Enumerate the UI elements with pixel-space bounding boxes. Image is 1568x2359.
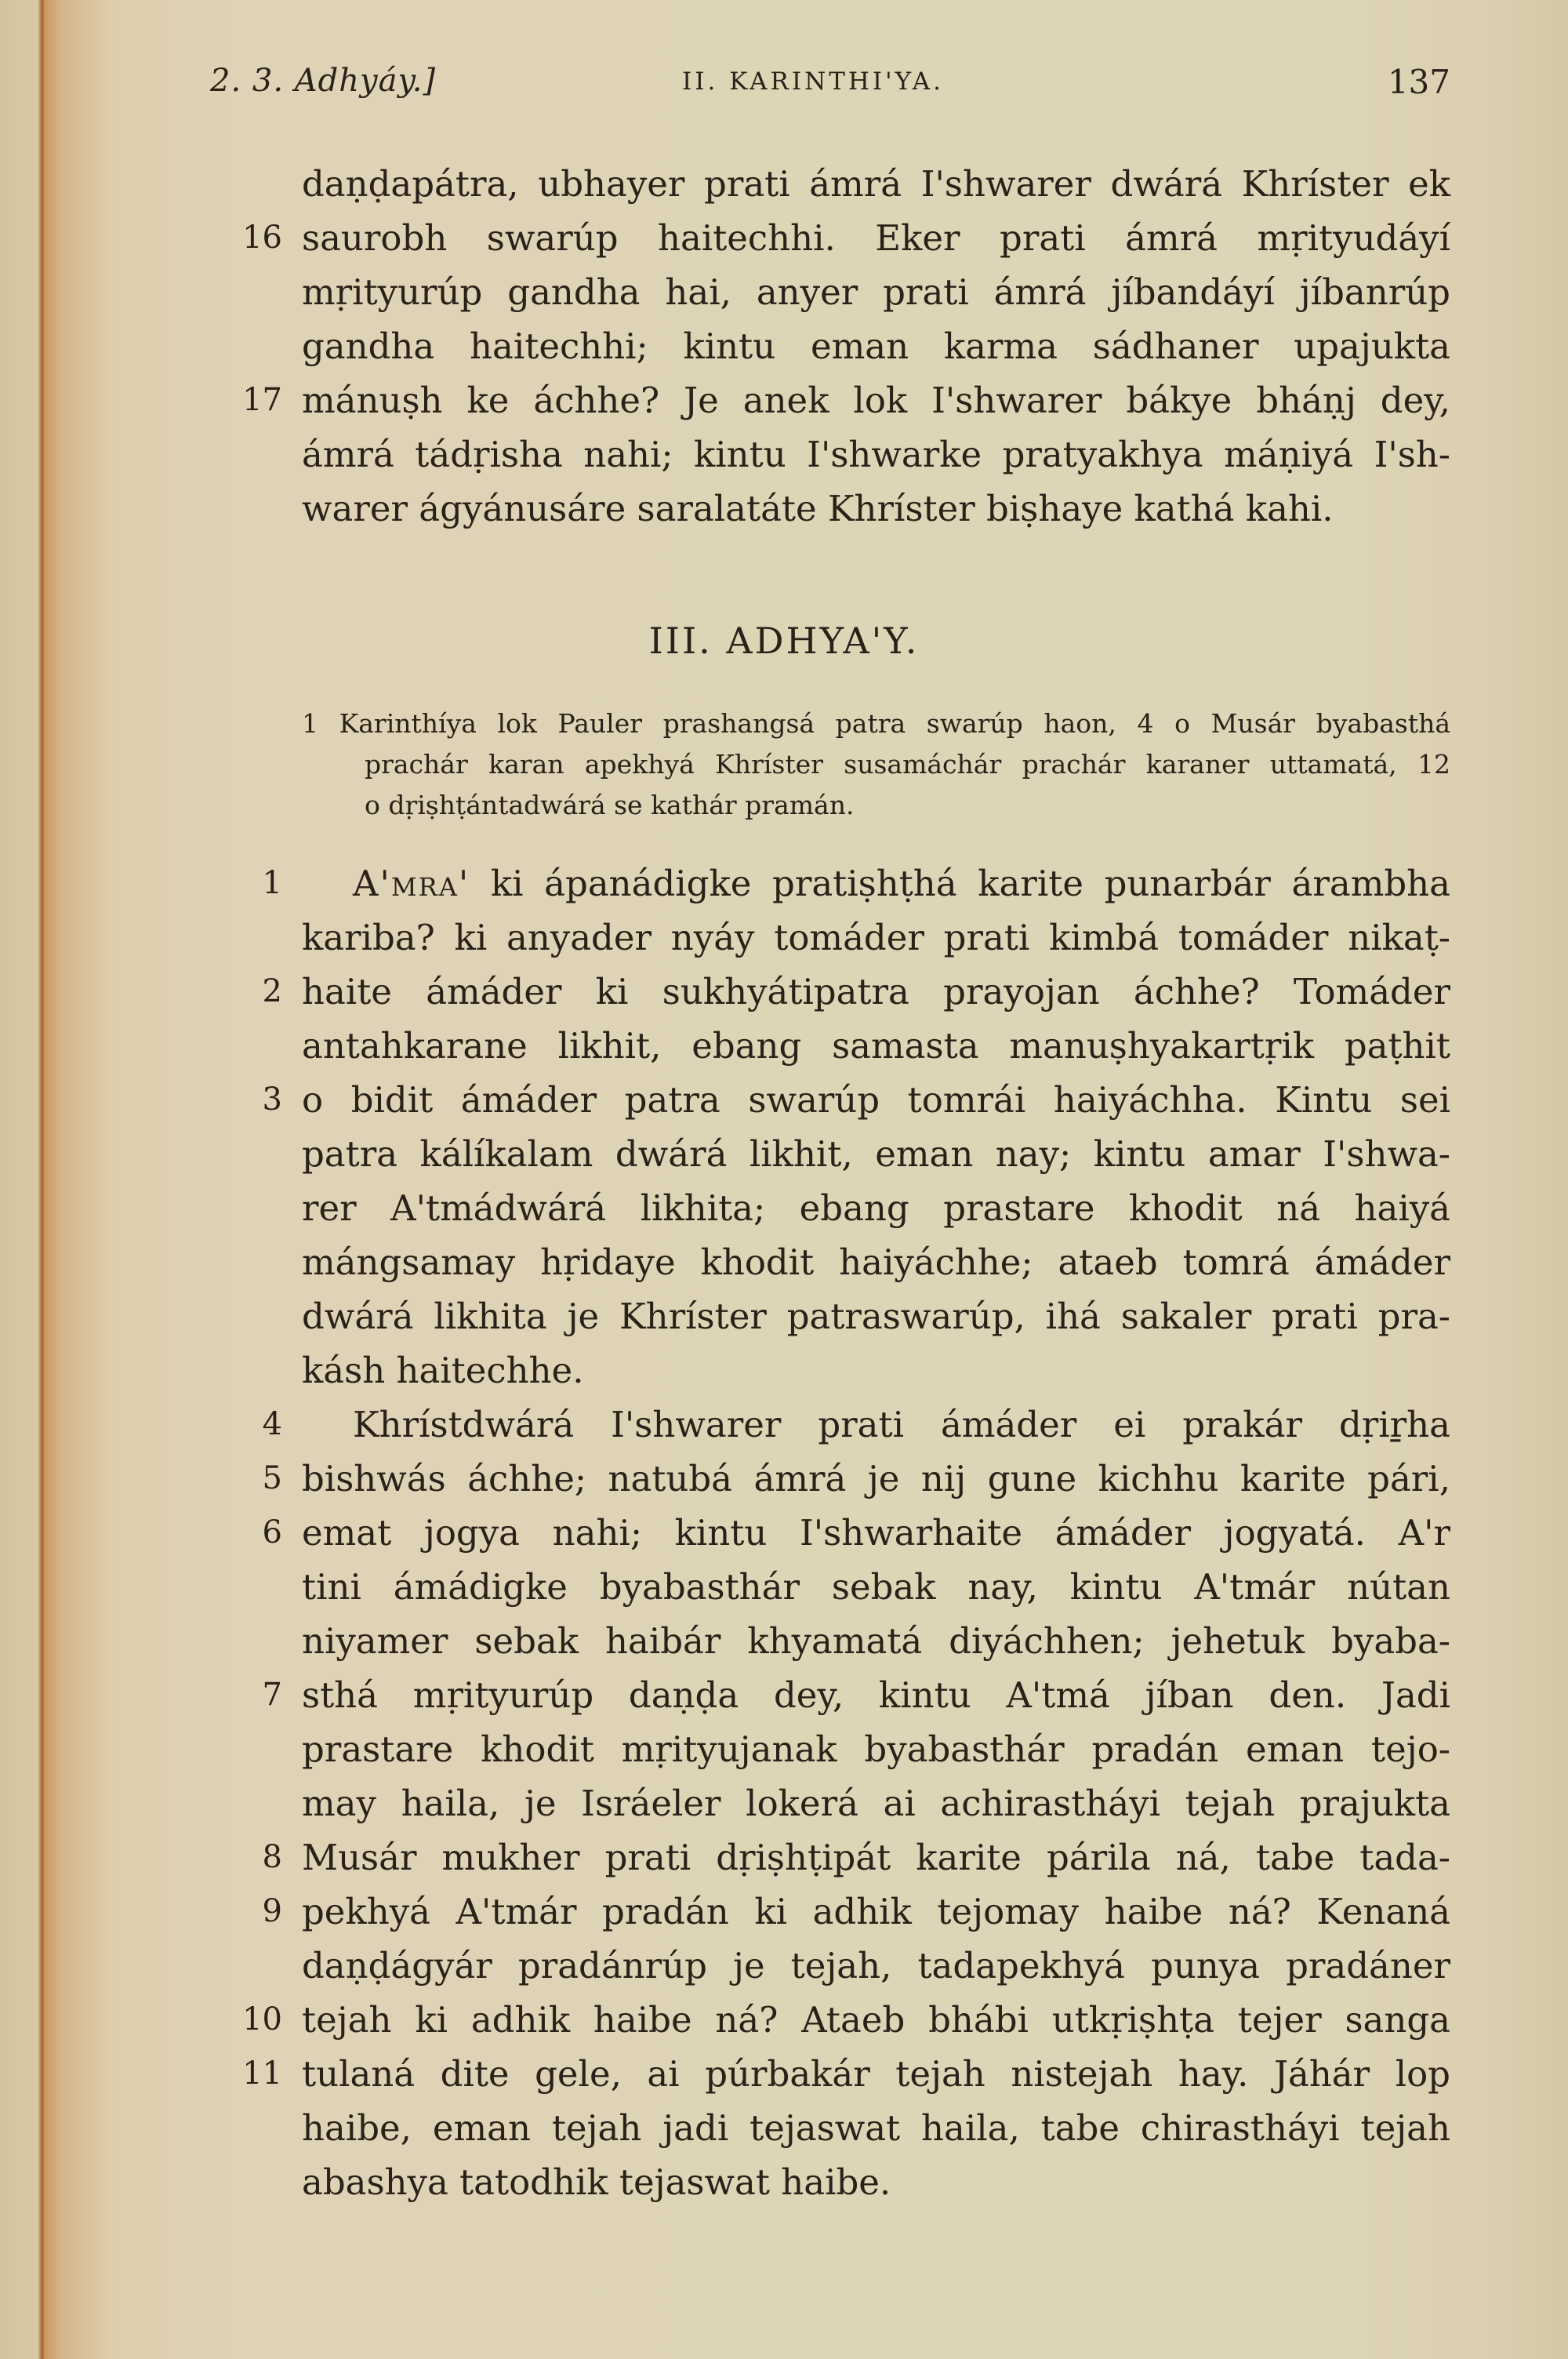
line-text: daṇḍágyár pradánrúp je tejah, tadapekhyá punya pradáner	[302, 1945, 1450, 1986]
line-text: mángsamay hṛidaye khodit haiyáchhe; ataeb tomrá ámáder	[302, 1241, 1450, 1283]
text-line	[0, 319, 1568, 373]
line-text: dwárá likhita je Khríster patraswarúp, ihá sakaler prati pra-	[302, 1296, 1450, 1337]
lead-word: A'mra'	[353, 863, 470, 904]
text-line	[0, 1993, 1568, 2047]
line-text: kariba? ki anyader nyáy tomáder prati kimbá tomáder nikaṭ-	[302, 917, 1450, 958]
line-text: Khrístdwárá I'shwarer prati ámáder ei prakár dṛiṟha	[353, 1404, 1450, 1445]
running-head-chapter-ref: 2. 3. Adhyáy.]	[210, 63, 437, 99]
text-line	[0, 1939, 1568, 1993]
text-line	[0, 1885, 1568, 1939]
text-line	[0, 965, 1568, 1019]
line-text: bishwás áchhe; natubá ámrá je nij gune kichhu karite pári,	[302, 1458, 1450, 1499]
line-text: mṛityurúp gandha hai, anyer prati ámrá jíbandáyí jíbanrúp	[302, 271, 1450, 313]
text-line	[0, 1235, 1568, 1289]
line-text: tejah ki adhik haibe ná? Ataeb bhábi utkṛiṣhṭa tejer sanga	[302, 1999, 1450, 2041]
text-line	[0, 856, 1568, 911]
line-text: antahkarane likhit, ebang samasta manuṣhyakartṛik paṭhit	[302, 1025, 1450, 1067]
text-line	[0, 1073, 1568, 1127]
verse-number: 11	[242, 2055, 282, 2092]
verse-number: 10	[242, 2001, 282, 2037]
line-text: niyamer sebak haibár khyamatá diyáchhen; jehetuk byaba-	[302, 1620, 1450, 1662]
verse-number: 17	[242, 382, 282, 418]
text-line	[0, 2101, 1568, 2155]
line-text: may haila, je Isráeler lokerá ai achirastháyi tejah prajukta	[302, 1783, 1450, 1824]
verse-number: 9	[262, 1893, 282, 1929]
verse-number: 5	[262, 1460, 282, 1496]
line-text: kásh haitechhe.	[302, 1350, 584, 1391]
line-text: gandha haitechhi; kintu eman karma sádhaner upajukta	[302, 325, 1450, 367]
text-line	[0, 427, 1568, 482]
text-line	[0, 1560, 1568, 1614]
summary-line: 1 Karinthíya lok Pauler prashangsá patra swarúp haon, 4 o Musár byabasthá	[302, 708, 1450, 739]
line-text: saurobh swarúp haitechhi. Eker prati ámrá mṛityudáyí	[302, 217, 1450, 259]
text-line	[0, 1343, 1568, 1398]
verse-number: 4	[262, 1406, 282, 1442]
summary-line: o dṛiṣhṭántadwárá se kathár pramán.	[365, 790, 855, 820]
text-line	[0, 1614, 1568, 1668]
verse-number: 1	[262, 865, 282, 901]
verse-number: 7	[262, 1677, 282, 1713]
line-text: mánuṣh ke áchhe? Je anek lok I'shwarer bákye bháṇj dey,	[302, 380, 1450, 421]
text-line	[0, 1289, 1568, 1343]
text-line	[0, 1722, 1568, 1776]
text-line	[0, 1830, 1568, 1885]
running-head-book-title: II. KARINTHI'YA.	[682, 67, 944, 96]
line-text-rest: ki ápanádigke pratiṣhṭhá karite punarbár árambha	[470, 863, 1450, 904]
summary-line: prachár karan apekhyá Khríster susamáchár prachár karaner uttamatá, 12	[365, 749, 1450, 780]
verse-number: 16	[242, 220, 282, 256]
text-line	[0, 1506, 1568, 1560]
text-line	[0, 1776, 1568, 1830]
text-line	[0, 1181, 1568, 1235]
line-text: o bidit ámáder patra swarúp tomrái haiyáchha. Kintu sei	[302, 1079, 1450, 1121]
text-line	[0, 1019, 1568, 1073]
line-text: abashya tatodhik tejaswat haibe.	[302, 2161, 891, 2203]
running-head	[0, 63, 1568, 110]
text-line	[0, 1668, 1568, 1722]
line-text: haibe, eman tejah jadi tejaswat haila, tabe chirastháyi tejah	[302, 2107, 1450, 2149]
line-text: emat jogya nahi; kintu I'shwarhaite ámáder jogyatá. A'r	[302, 1512, 1450, 1554]
line-text: sthá mṛityurúp daṇḍa dey, kintu A'tmá jíban den. Jadi	[302, 1674, 1450, 1716]
line-text: patra kálíkalam dwárá likhit, eman nay; kintu amar I'shwa-	[302, 1133, 1450, 1175]
line-text: prastare khodit mṛityujanak byabasthár pradán eman tejo-	[302, 1728, 1450, 1770]
line-text: daṇḍapátra, ubhayer prati ámrá I'shwarer dwárá Khríster ek	[302, 163, 1450, 205]
text-line	[0, 1398, 1568, 1452]
verse-number: 6	[262, 1514, 282, 1550]
page-number: 137	[1387, 63, 1450, 101]
verse-number: 2	[262, 973, 282, 1009]
text-line	[0, 482, 1568, 536]
verse-number: 3	[262, 1081, 282, 1118]
text-line	[0, 373, 1568, 427]
line-text: rer A'tmádwárá likhita; ebang prastare khodit ná haiyá	[302, 1187, 1450, 1229]
text-line	[0, 211, 1568, 265]
line-text: Musár mukher prati dṛiṣhṭipát karite párila ná, tabe tada-	[302, 1837, 1450, 1878]
line-text: tulaná dite gele, ai púrbakár tejah nistejah hay. Jáhár lop	[302, 2053, 1450, 2095]
verse-number: 8	[262, 1839, 282, 1875]
text-line	[0, 157, 1568, 211]
line-text: pekhyá A'tmár pradán ki adhik tejomay haibe ná? Kenaná	[302, 1891, 1450, 1932]
line-text: haite ámáder ki sukhyátipatra prayojan áchhe? Tomáder	[302, 971, 1450, 1012]
line-text: ámrá tádṛisha nahi; kintu I'shwarke pratyakhya máṇiyá I'sh-	[302, 434, 1450, 475]
line-text: tini ámádigke byabasthár sebak nay, kintu A'tmár nútan	[302, 1566, 1450, 1608]
text-line	[0, 911, 1568, 965]
chapter-heading: III. ADHYA'Y.	[648, 620, 920, 662]
text-line	[0, 2155, 1568, 2209]
line-text	[302, 856, 1450, 911]
text-line	[0, 2047, 1568, 2101]
text-line	[0, 1127, 1568, 1181]
line-text: warer ágyánusáre saralatáte Khríster biṣhaye kathá kahi.	[302, 488, 1334, 529]
text-line	[0, 1452, 1568, 1506]
text-line	[0, 265, 1568, 319]
